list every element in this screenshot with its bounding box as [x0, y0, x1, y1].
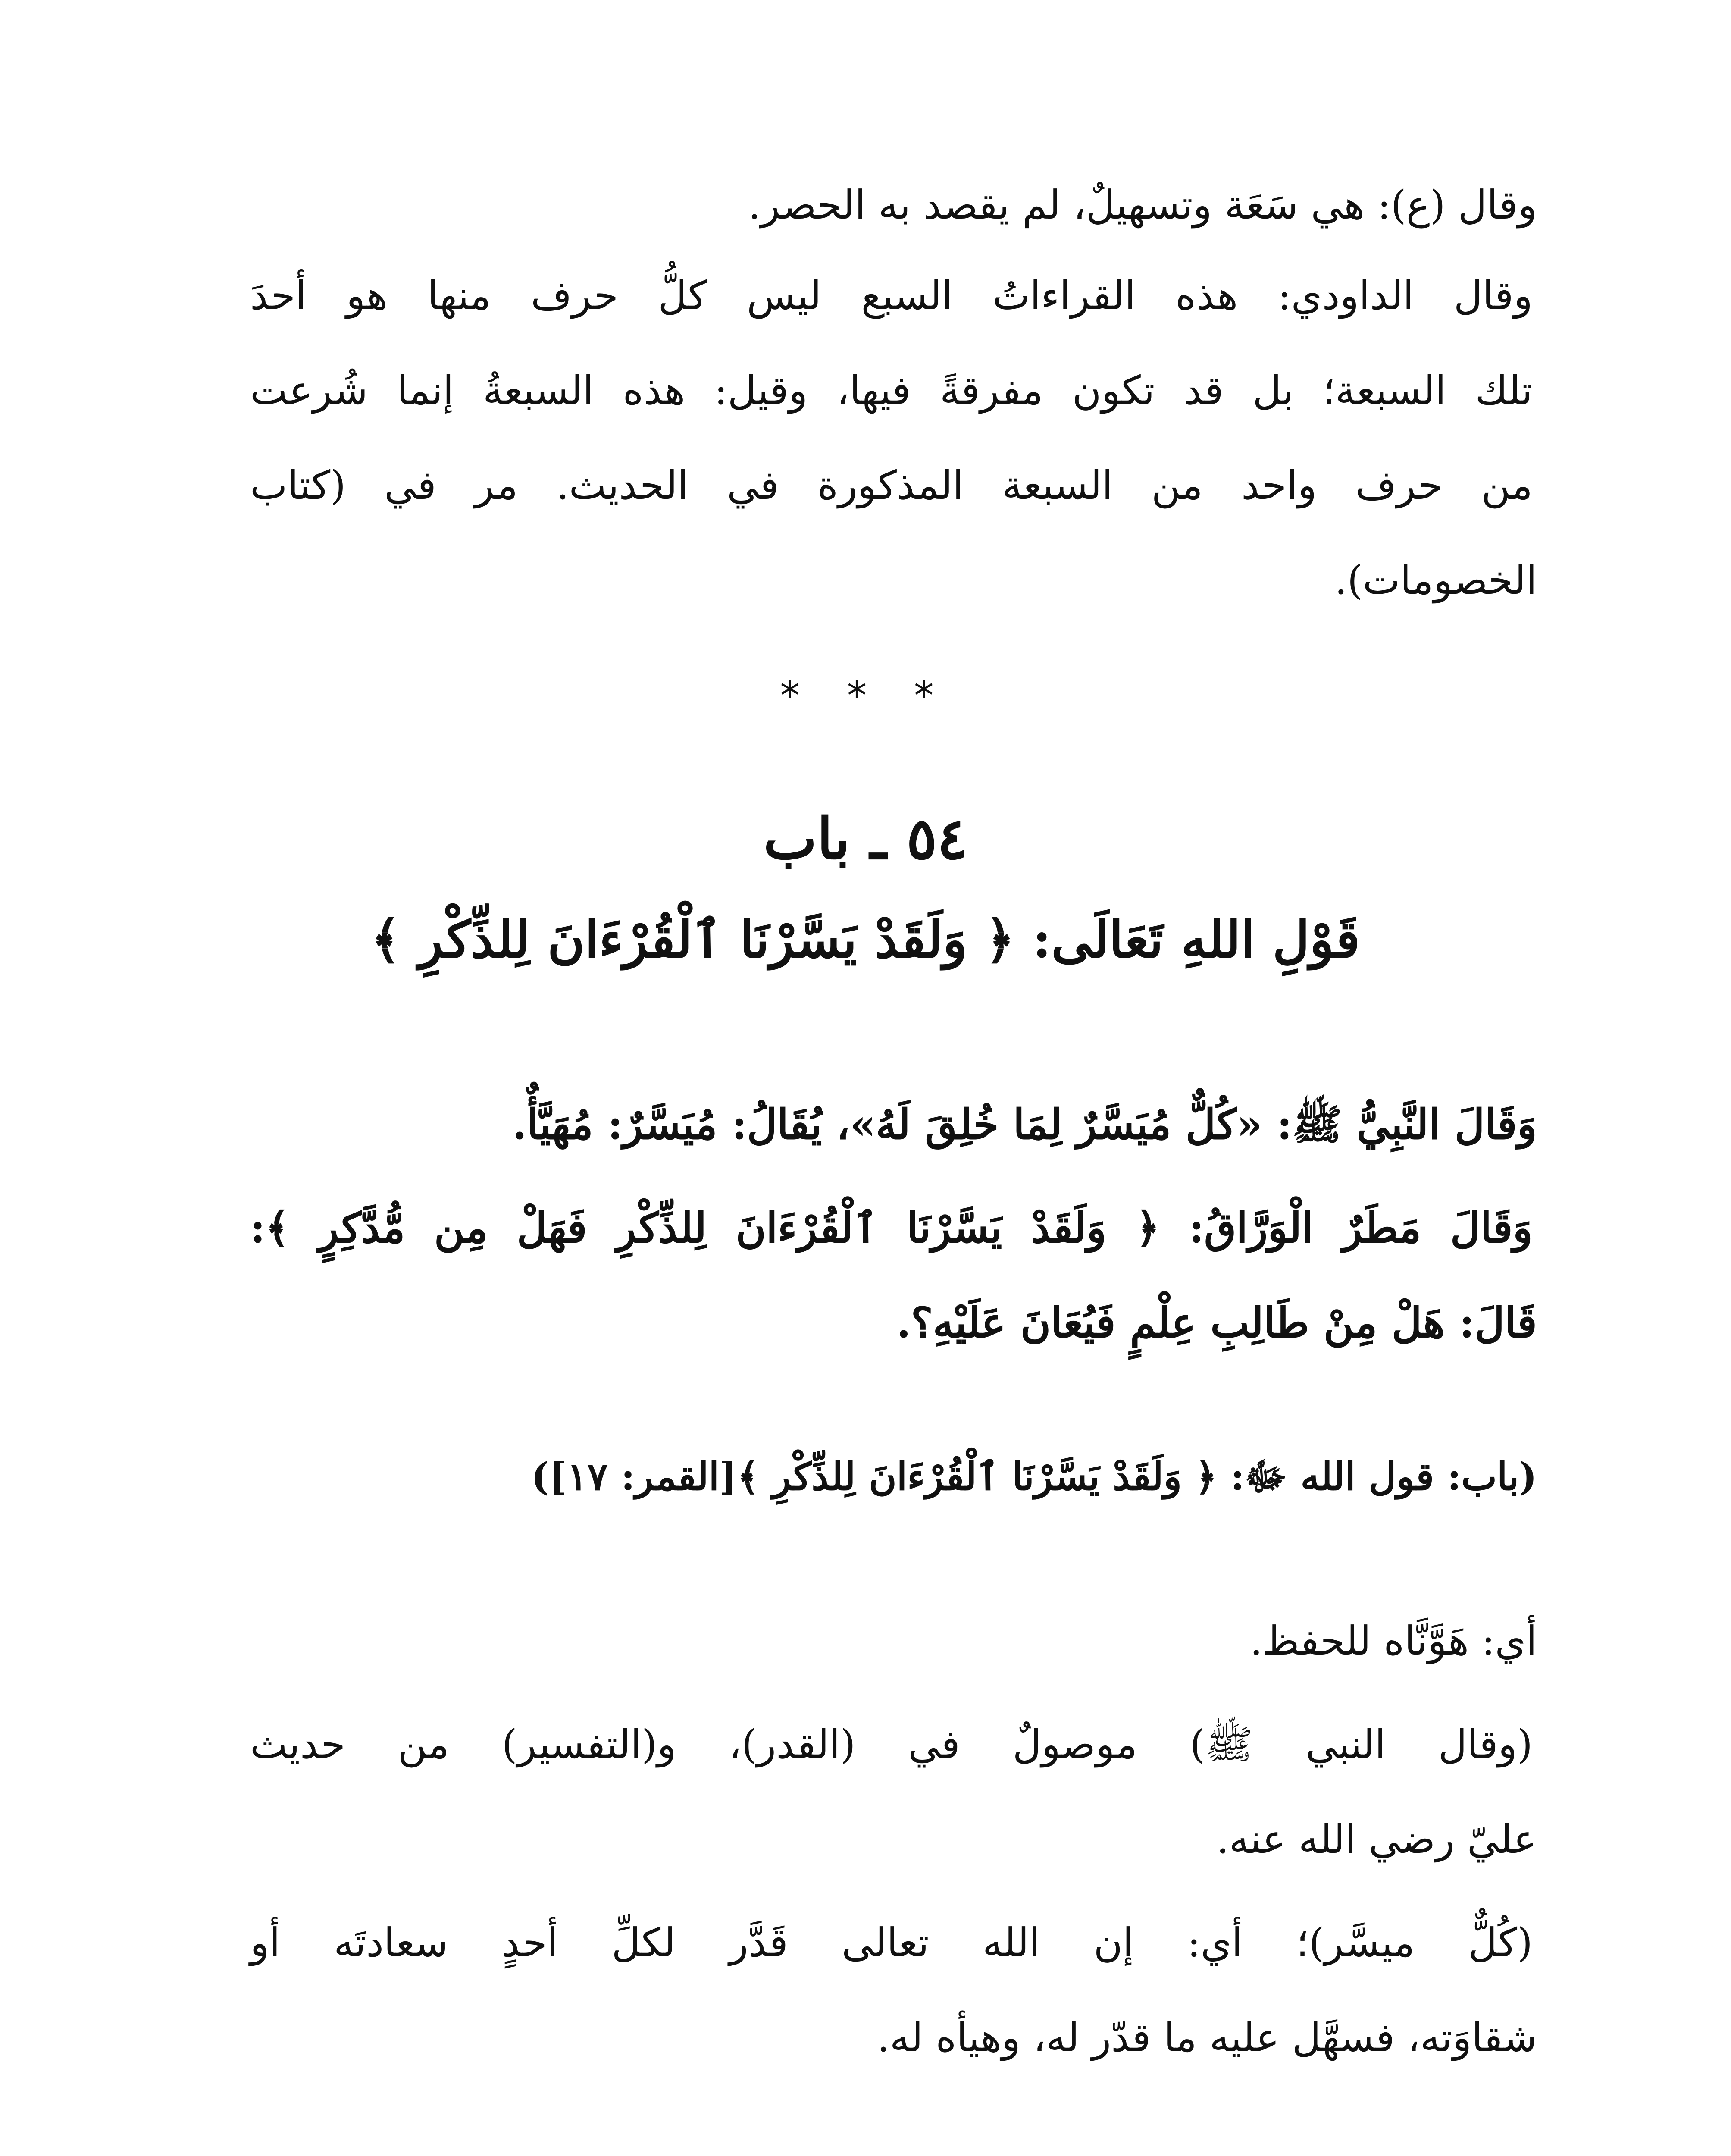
- chapter-title-prefix: قَوْلِ اللهِ تَعَالَى:: [1032, 909, 1360, 969]
- chapter-number: ٥٤ ـ باب: [763, 805, 968, 872]
- commentary-line-6: شقاوَته، فسهَّل عليه ما قدّر له، وهيأه له.: [877, 2015, 1537, 2061]
- hadith-line-1: وَقَالَ النَّبِيُّ ﷺ: «كُلٌّ مُيَسَّرٌ لِمَا خُلِقَ لَهُ»، يُقَالُ: مُيَسَّرٌ: مُهَيَّأٌ.: [512, 1100, 1537, 1149]
- commentary-chapter-heading: (باب: قول الله ﷻ: ﴿ وَلَقَدْ يَسَّرْنَا ٱلْقُرْءَانَ لِلذِّكْرِ ﴾[القمر: ١٧]): [531, 1454, 1537, 1499]
- hadith-line-3: قَالَ: هَلْ مِنْ طَالِبِ عِلْمٍ فَيُعَانَ عَلَيْهِ؟.: [896, 1298, 1537, 1347]
- paragraph-2-line-3: من حرف واحد من السبعة المذكورة في الحديث. مر في (كتاب: [250, 462, 1533, 508]
- hadith-line-2: وَقَالَ مَطَرٌ الْوَرَّاقُ: ﴿ وَلَقَدْ يَسَّرْنَا ٱلْقُرْءَانَ لِلذِّكْرِ فَهَلْ مِن مُّدَّكِرٍ ﴾:: [250, 1203, 1533, 1252]
- chapter-title-verse: ﴿ وَلَقَدْ يَسَّرْنَا ٱلْقُرْءَانَ لِلذِّكْرِ ﴾: [371, 909, 1015, 969]
- commentary-line-3: (وقال النبي ﷺ) موصولٌ في (القدر)، و(التفسير) من حديث: [250, 1721, 1533, 1767]
- paragraph-1-line-1: وقال (ع): هي سَعَة وتسهيلٌ، لم يقصد به الحصر.: [748, 182, 1537, 228]
- paragraph-2-line-4: الخصومات).: [1334, 557, 1537, 603]
- commentary-line-5: (كُلٌّ ميسَّر)؛ أي: إن الله تعالى قَدَّر لكلِّ أحدٍ سعادتَه أو: [250, 1920, 1533, 1966]
- paragraph-2-line-1: وقال الداودي: هذه القراءاتُ السبع ليس كلُّ حرف منها هو أحدَ: [250, 273, 1533, 319]
- paragraph-2-line-2: تلك السبعة؛ بل قد تكون مفرقةً فيها، وقيل: هذه السبعةُ إنما شُرعت: [250, 367, 1533, 414]
- chapter-title: [0, 909, 1731, 969]
- section-separator: * * *: [780, 673, 951, 719]
- commentary-line-2: أي: هَوَّنَّاه للحفظ.: [1250, 1618, 1537, 1664]
- commentary-line-4: عليّ رضي الله عنه.: [1216, 1816, 1537, 1862]
